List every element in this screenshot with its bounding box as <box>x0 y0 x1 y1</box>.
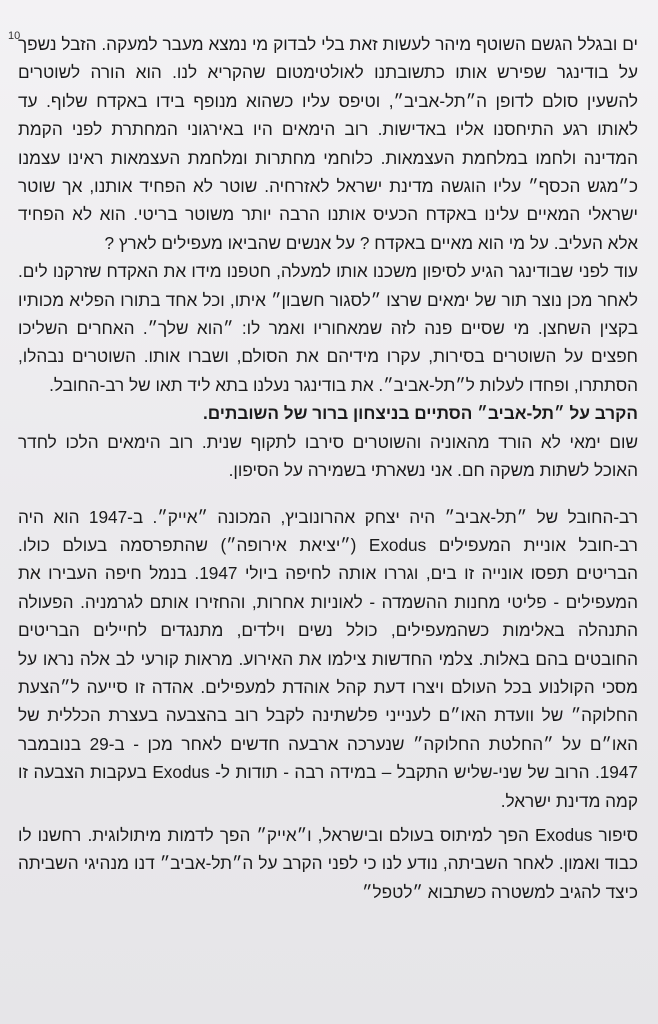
paragraph-2: עוד לפני שבודינגר הגיע לסיפון משכנו אותו למעלה, חטפנו מידו את האקדח שזרקנו לים. לאחר מכן נוצר תור של ימאים שרצו ״לסגור חשבון״ איתו, וכל אחד בתורו הפליא מכותיו בקצין השחצן. מי שסיים פנה לזה שמאחוריו ואמר לו: ״הוא שלך״. האחרים השליכו חפצים על השוטרים בסירות, עקרו מידיהם את הסולם, ושברו אותו. השוטרים נבהלו, הסתתרו, ופחדו לעלות ל״תל-אביב״. את בודינגר נעלנו בתא ליד תאו של רב-החובל. <box>18 261 638 395</box>
bold-summary-line: הקרב על ״תל-אביב״ הסתיים בניצחון ברור של השובתים. <box>203 403 638 424</box>
page-number: 10 <box>8 30 21 42</box>
paragraph-1: ים ובגלל הגשם השוטף מיהר לעשות זאת בלי לבדוק מי נמצא מעבר למעקה. הזבל נשפך על בודינגר שפירש אותו כתשובתנו לאולטימטום שהקריא לנו. הוא הורה לשוטרים להשעין סולם לדופן ה״תל-אביב״, וטיפס עליו כשהוא מנופף בידו באקדח שלוף. עד לאותו רגע התיחסנו אליו באדישות. רוב הימאים היו באירגוני המחתרת לפני הקמת המדינה ולחמו במלחמת העצמאות. כלוחמי מחתרות ומלחמת העצמאות ראינו עצמנו כ״מגש הכסף״ עליו הוגשה מדינת ישראל לאזרחיה. שוטר לא הפחיד אותנו, אך שוטר ישראלי המאיים עלינו באקדח הכעיס אותנו הרבה יותר משוטר בריטי. הוא לא הפחיד אלא העליב. על מי הוא מאיים באקדח ? על אנשים שהביאו מעפילים לארץ ? <box>18 34 638 253</box>
section2-paragraph-2: סיפור Exodus הפך למיתוס בעולם ובישראל, ו״אייק״ הפך לדמות מיתולוגית. רחשנו לו כבוד ואמון. לאחר השביתה, נודע לנו כי לפני הקרב על ה״תל-אביב״ דנו מנהיגי השביתה כיצד להגיב למשטרה כשתבוא ״לטפל״ <box>18 824 638 902</box>
section2-paragraph-1: רב-החובל של ״תל-אביב״ היה יצחק אהרונוביץ, המכונה ״אייק״. ב-1947 הוא היה רב-חובל אוניית המעפילים Exodus (״יציאת אירופה״) שהתפרסמה בעולם כולו. הבריטים תפסו אונייה זו בים, וגררו אותה לחיפה ביולי 1947. בנמל חיפה העבירו את המעפילים - פליטי מחנות ההשמדה - לאוניות אחרות, והחזירו אותם לגרמניה. הפעולה התנהלה באלימות כשהמעפילים, כולל נשים וילדים, מתנגדים לחיילים הבריטים החובטים בהם באלות. צלמי החדשות צילמו את האירוע. מראות קורעי לב אלה נראו על מסכי הקולנוע בכל העולם ויצרו דעת קהל אוהדת למעפילים. אהדה זו סייעה ל״הצעת החלוקה״ של וועדת האו״ם לענייני פלשתינה לקבל רוב בהצבעה בעצרת הכללית של האו״ם על ״החלטת החלוקה״ שנערכה ארבעה חדשים לאחר מכן - ב-29 בנובמבר 1947. הרוב של שני-שליש התקבל – במידה רבה - תודות ל- Exodus בעקבות הצבעה זו קמה מדינת ישראל. <box>18 506 639 811</box>
page-text <box>18 30 638 906</box>
paragraph-3: שום ימאי לא הורד מהאוניה והשוטרים סירבו לתקוף שנית. רוב הימאים הלכו לחדר האוכל לשתות משקה חם. אני נשארתי בשמירה על הסיפון. <box>18 431 638 481</box>
section-spacer <box>18 485 638 503</box>
